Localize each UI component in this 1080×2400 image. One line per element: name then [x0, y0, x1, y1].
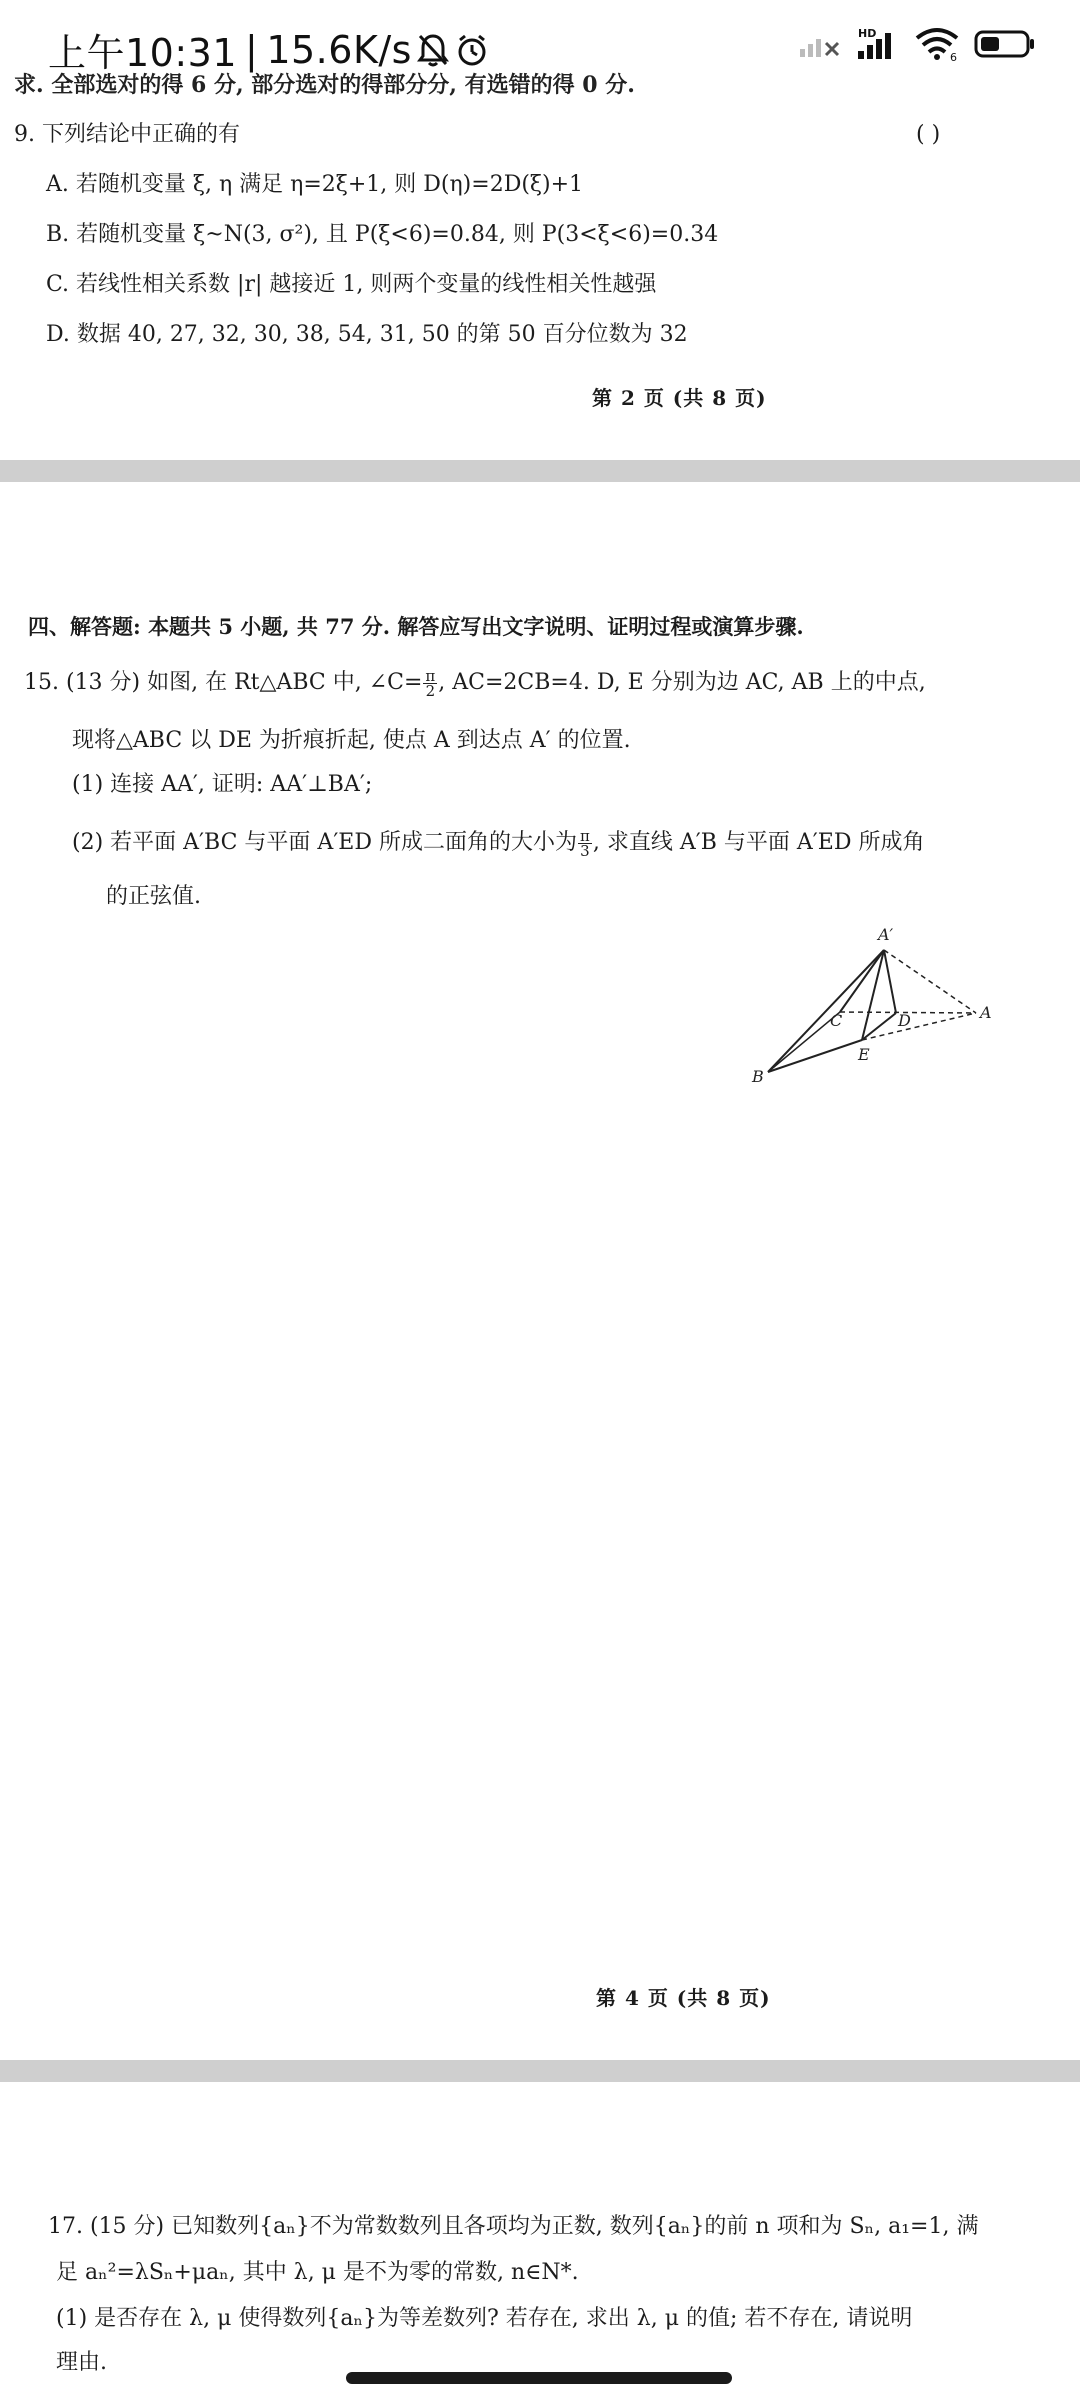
- q15-line1-part-a: 15. (13 分) 如图, 在 Rt△ABC 中, ∠C=: [24, 670, 423, 695]
- question-9-stem: 9. 下列结论中正确的有: [14, 122, 240, 147]
- status-icons: [798, 26, 1036, 62]
- page-footer-4: 第 4 页 (共 8 页): [596, 1986, 771, 2010]
- label-d: D: [898, 1011, 911, 1030]
- label-e: E: [858, 1045, 870, 1064]
- battery-icon: [974, 28, 1036, 60]
- question-15-part1: (1) 连接 AA′, 证明: AA′⊥BA′;: [72, 772, 373, 797]
- option-c: C. 若线性相关系数 |r| 越接近 1, 则两个变量的线性相关性越强: [46, 272, 657, 297]
- frac2-numerator: π: [580, 826, 590, 845]
- wifi-icon: [914, 26, 960, 62]
- question-15-line1: [24, 668, 926, 698]
- page-footer-2: 第 2 页 (共 8 页): [592, 386, 767, 410]
- clipped-instruction-line: 求. 全部选对的得 6 分, 部分选对的得部分分, 有选错的得 0 分.: [14, 72, 635, 98]
- question-17-line2: 足 aₙ²=λSₙ+μaₙ, 其中 λ, μ 是不为零的常数, n∈N*.: [56, 2260, 579, 2285]
- question-17-part1: (1) 是否存在 λ, μ 使得数列{aₙ}为等差数列? 若存在, 求出 λ, μ 的值; 若不存在, 请说明: [56, 2306, 913, 2331]
- frac2-denominator: 3: [580, 841, 590, 860]
- edge-a-prime-e: [862, 950, 884, 1040]
- edge-a-prime-d: [884, 950, 896, 1013]
- status-time-group: [48, 22, 490, 77]
- frac1-numerator: π: [425, 666, 436, 685]
- separator: |: [245, 27, 259, 72]
- label-a-prime: A′: [878, 925, 894, 944]
- q15-part2-a: (2) 若平面 A′BC 与平面 A′ED 所成二面角的大小为: [72, 830, 578, 855]
- svg-text:6: 6: [950, 51, 957, 64]
- question-15-line2: 现将△ABC 以 DE 为折痕折起, 使点 A 到达点 A′ 的位置.: [72, 728, 631, 753]
- page-gap: [0, 460, 1080, 482]
- home-indicator[interactable]: [346, 2372, 732, 2384]
- signal-hd-icon: [856, 27, 900, 61]
- frac1-denominator: 2: [425, 681, 436, 700]
- question-15-part2-cont: 的正弦值.: [106, 884, 201, 909]
- svg-text:HD: HD: [858, 27, 877, 40]
- option-b: B. 若随机变量 ξ~N(3, σ²), 且 P(ξ<6)=0.84, 则 P(3<ξ<6)=0.34: [46, 222, 719, 247]
- q15-line1-part-b: , AC=2CB=4. D, E 分别为边 AC, AB 上的中点,: [438, 670, 926, 695]
- folded-triangle-diagram: [740, 920, 1000, 1090]
- option-d: D. 数据 40, 27, 32, 30, 38, 54, 31, 50 的第 50 百分位数为 32: [46, 322, 688, 347]
- muted-bell-icon: [416, 32, 450, 68]
- signal-weak-icon: [798, 29, 842, 59]
- question-17-line1: 17. (15 分) 已知数列{aₙ}不为常数数列且各项均为正数, 数列{aₙ}的前 n 项和为 Sₙ, a₁=1, 满: [48, 2214, 979, 2239]
- option-a: A. 若随机变量 ξ, η 满足 η=2ξ+1, 则 D(η)=2D(ξ)+1: [46, 172, 584, 197]
- page-gap-2: [0, 2060, 1080, 2082]
- label-c: C: [830, 1011, 843, 1030]
- fraction-pi-over-3: [578, 826, 592, 860]
- q15-part2-b: , 求直线 A′B 与平面 A′ED 所成角: [592, 830, 925, 855]
- label-b: B: [752, 1067, 764, 1086]
- question-15-part2: [72, 828, 924, 858]
- question-17-part1-cut: 理由.: [56, 2350, 107, 2375]
- clock-time: 上午10:31: [48, 31, 238, 75]
- fraction-pi-over-2: [423, 666, 437, 700]
- edge-a-prime-a-dashed: [884, 950, 976, 1013]
- label-a: A: [980, 1003, 992, 1022]
- section-header: 四、解答题: 本题共 5 小题, 共 77 分. 解答应写出文字说明、证明过程或演算步骤.: [28, 614, 804, 639]
- answer-bracket: ( ): [916, 122, 941, 147]
- alarm-clock-icon: [454, 32, 490, 68]
- network-speed: 15.6K/s: [266, 27, 412, 72]
